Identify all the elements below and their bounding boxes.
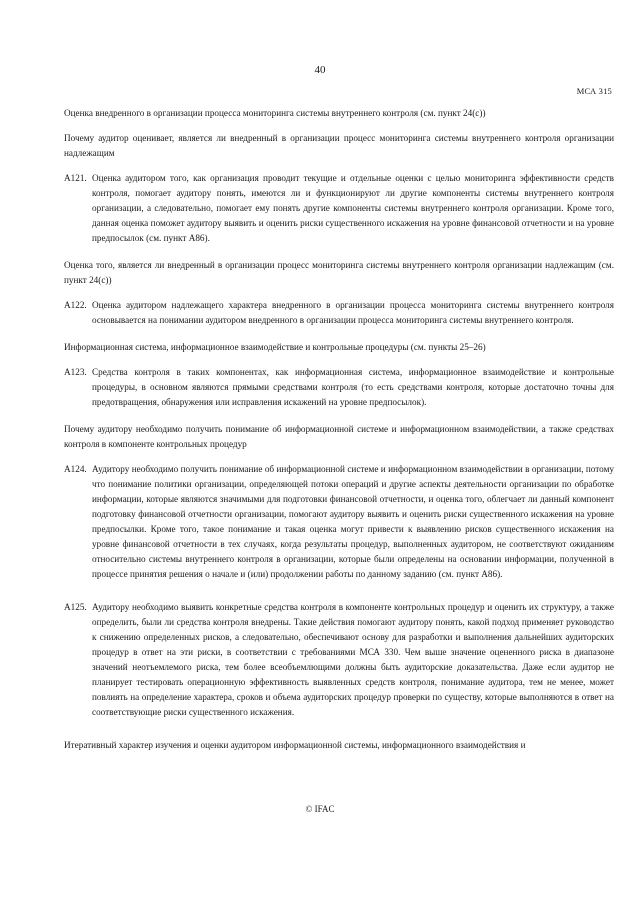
paragraph-a121 <box>64 171 614 246</box>
paragraph-a125 <box>64 600 614 720</box>
section-subheading: Оценка того, является ли внедренный в организации процесс мониторинга системы внутреннего контроля организации надлежащим (см. пункт 24(с)) <box>64 260 614 285</box>
section-heading: Информационная система, информационное взаимодействие и контрольные процедуры (см. пункты 25–26) <box>64 342 486 352</box>
paragraph-text: Оценка аудитором того, как организация проводит текущие и отдельные оценки с целью мониторинга эффективности средств контроля, помогает аудитору понять, имеются ли и функционируют ли другие компоненты системы внутреннего контроля организации, а следовательно, помогает ему понять другие компоненты системы внутреннего контроля организации. Кроме того, данная оценка поможет аудитору выявить и оценить риски существенного искажения на уровне финансовой отчетности и на уровне предпосылок (см. пункт A86). <box>92 173 614 243</box>
copyright-footer: © IFAC <box>305 804 335 814</box>
paragraph-number: A122. <box>64 300 87 310</box>
paragraph-number: A121. <box>64 173 87 183</box>
paragraph-a124 <box>64 462 614 582</box>
paragraph-text: Оценка аудитором надлежащего характера внедренного в организации процесса мониторинга системы внутреннего контроля основывается на понимании аудитором внедренного в организации процесса мониторинга системы внутреннего контроля. <box>92 300 614 325</box>
section-subheading: Итеративный характер изучения и оценки аудитором информационной системы, информационного взаимодействия и <box>64 740 526 750</box>
paragraph-number: A123. <box>64 367 87 377</box>
paragraph-number: A125. <box>64 602 87 612</box>
section-heading: Оценка внедренного в организации процесса мониторинга системы внутреннего контроля (см. пункт 24(с)) <box>64 108 486 118</box>
section-subheading: Почему аудитору необходимо получить понимание об информационной системе и информационном взаимодействии, а также средствах контроля в компоненте контрольных процедур <box>64 424 614 449</box>
page-content <box>64 106 614 763</box>
page-number: 40 <box>314 64 326 76</box>
paragraph-text: Аудитору необходимо получить понимание об информационной системе и информационном взаимодействии в организации, потому что понимание политики организации, определяющей потоки операций и другие аспекты деятельности организации по обработке информации, которые являются значимыми для подготовки финансовой отчетности, и оценка того, облегчает ли данный компонент подготовку финансовой отчетности организации, помогают аудитору выявить и оценить риски существенного искажения на уровне предпосылки. Кроме того, такое понимание и такая оценка могут привести к выявлению рисков существенного искажения на уровне финансовой отчетности в тех случаях, когда результаты процедур, выполненных аудитором, не соответствуют ожиданиям относительно системы внутреннего контроля в организации, которые были определены на основании информации, полученной в процессе принятия решения о начале и (или) продолжении работы по данному заданию (см. пункт A86). <box>92 464 614 579</box>
paragraph-text: Аудитору необходимо выявить конкретные средства контроля в компоненте контрольных процедур и оценить их структуру, а также определить, были ли средства контроля внедрены. Такие действия помогают аудитору понять, какой подход применяет руководство к снижению определенных рисков, а следовательно, обеспечивают основу для разработки и выполнения дальнейших аудиторских процедур в ответ на эти риски, в соответствии с требованиями МСА 330. Чем выше значение оцененного риска в диапазоне значений неотъемлемого риска, тем более всеобъемлющими должны быть аудиторские доказательства. Даже если аудитор не планирует тестировать операционную эффективность выявленных средств контроля, понимание аудитора, тем не менее, может повлиять на определение характера, сроков и объема аудиторских процедур проверки по существу, которые выполняются в ответ на соответствующие риски существенного искажения. <box>92 602 614 717</box>
paragraph-text: Средства контроля в таких компонентах, как информационная система, информационное взаимодействие и контрольные процедуры, в основном являются прямыми средствами контроля (то есть средствами контроля, которые достаточно точны для предотвращения, обнаружения или исправления искажений на уровне предпосылок). <box>92 367 614 407</box>
paragraph-a122 <box>64 298 614 328</box>
section-subheading: Почему аудитор оценивает, является ли внедренный в организации процесс мониторинга системы внутреннего контроля организации надлежащим <box>64 133 614 158</box>
paragraph-a123 <box>64 365 614 410</box>
paragraph-number: A124. <box>64 464 87 474</box>
standard-code: МСА 315 <box>576 86 612 96</box>
